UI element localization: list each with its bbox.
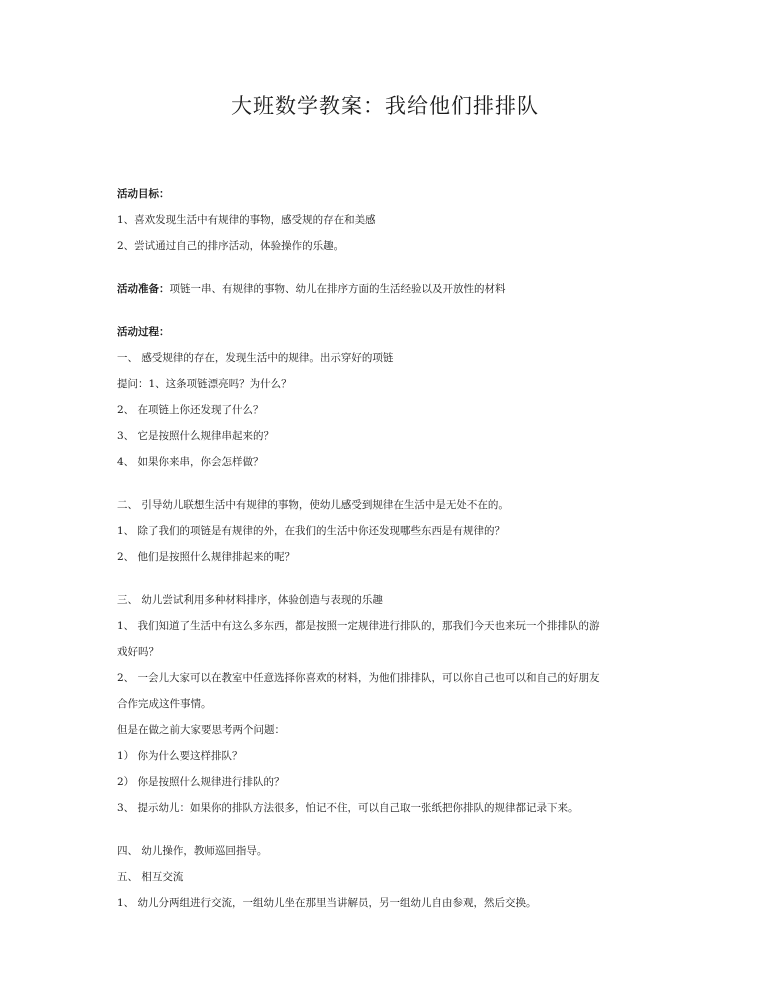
section-title: 二、 引导幼儿联想生活中有规律的事物，使幼儿感受到规律在生活中是无处不在的。: [117, 499, 509, 511]
section-title: 五、 相互交流: [117, 871, 184, 883]
list-item: 2、 一会儿大家可以在教室中任意选择你喜欢的材料，为他们排排队，可以你自己也可以和自己的好朋友: [117, 672, 600, 684]
list-item: 2、 他们是按照什么规律排起来的呢？: [117, 551, 296, 563]
preparation-paragraph: [117, 282, 662, 296]
list-item: 2） 你是按照什么规律进行排队的？: [117, 776, 285, 788]
goals-heading: 活动目标：: [117, 188, 170, 200]
list-item: 1、 我们知道了生活中有这么多东西，都是按照一定规律进行排队的，那我们今天也来玩一个排排队的游: [117, 620, 600, 632]
section-title: 三、 幼儿尝试利用多种材料排序，体验创造与表现的乐趣: [117, 594, 383, 606]
list-item: 1、 幼儿分两组进行交流，一组幼儿坐在那里当讲解员，另一组幼儿自由参观，然后交换。: [117, 897, 537, 909]
goal-item: 1、喜欢发现生活中有规律的事物，感受规的存在和美感: [117, 214, 376, 226]
section-title: 四、 幼儿操作，教师巡回指导。: [117, 845, 268, 857]
list-item: 3、 它是按照什么规律串起来的？: [117, 430, 275, 442]
list-item: 3、 提示幼儿：如果你的排队方法很多，怕记不住，可以自己取一张纸把你排队的规律都记录下来。: [117, 802, 579, 814]
goal-item: 2、尝试通过自己的排序活动，体验操作的乐趣。: [117, 240, 345, 252]
section-title: 一、 感受规律的存在，发现生活中的规律。出示穿好的项链: [117, 352, 394, 364]
list-item: 1） 你为什么要这样排队？: [117, 750, 243, 762]
preparation-text: 项链一串、有规律的事物、幼儿在排序方面的生活经验以及开放性的材料: [169, 283, 506, 295]
preparation-label: 活动准备：: [117, 283, 170, 295]
document-title: 大班数学教案：我给他们排排队: [231, 94, 539, 118]
note-text: 但是在做之前大家要思考两个问题：: [117, 724, 285, 736]
list-item: 2、 在项链上你还发现了什么？: [117, 404, 264, 416]
list-item-continuation: 戏好吗？: [117, 646, 159, 658]
list-item: 1、 除了我们的项链是有规律的外，在我们的生活中你还发现哪些东西是有规律的？: [117, 525, 506, 537]
list-item-continuation: 合作完成这件事情。: [117, 698, 212, 710]
list-item: 提问：1、这条项链漂亮吗？为什么？: [117, 378, 292, 390]
process-heading: 活动过程：: [117, 326, 170, 338]
list-item: 4、 如果你来串，你会怎样做？: [117, 456, 264, 468]
